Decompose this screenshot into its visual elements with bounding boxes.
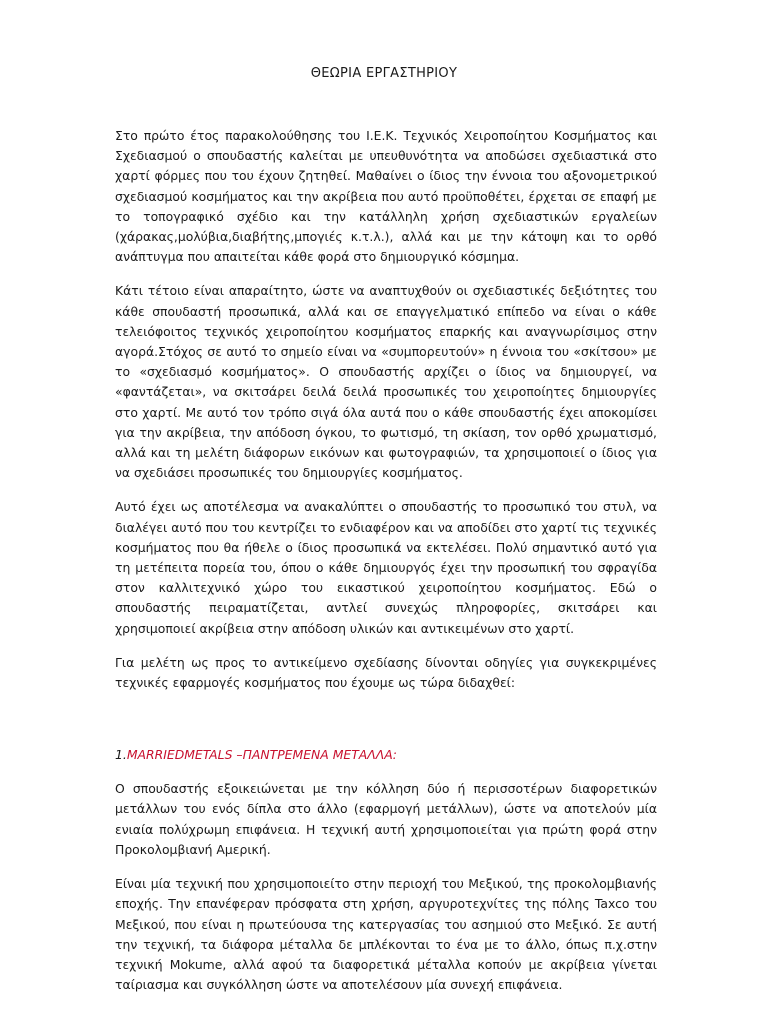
section-paragraph: Είναι μία τεχνική που χρησιμοποιείτο στην περιοχή του Μεξικού, της προκολομβιανής εποχής. Την επανέφεραν πρόσφατα στη χρήση, αργυροτεχνίτες της πόλης Taxco του Μεξικού, που είναι η πρωτεύουσα της κατεργασίας του ασημιού στο Μεξικό. Σε αυτή την τεχνική, τα διάφορα μέταλλα δε μπλέκονται το ένα με το άλλο, όπως π.χ.στην τεχνική Mokume, αλλά αφού τα διαφορετικά μέταλλα κοπούν με ακρίβεια γίνεται ταίριασμα και συγκόλληση ώστε να αποτελέσουν μία συνεχή επιφάνεια. — [115, 876, 657, 993]
section-heading — [115, 745, 657, 765]
section-number: 1. — [115, 747, 127, 763]
intro-paragraph: Για μελέτη ως προς το αντικείμενο σχεδίασης δίνονται οδηγίες για συγκεκριμένες τεχνικές εφαρμογές κοσμήματος που έχουμε ως τώρα διδαχθεί: — [115, 654, 657, 691]
intro-paragraph: Κάτι τέτοιο είναι απαραίτητο, ώστε να αναπτυχθούν οι σχεδιαστικές δεξιότητες του κάθε σπουδαστή προσωπικά, αλλά και σε επαγγελματικό επίπεδο να είναι ο κάθε τελειόφοιτος τεχνικός χειροποίητου κοσμήματος επαρκής και αναγνωρίσιμος στην αγορά.Στόχος σε αυτό το σημείο είναι να «συμπορευτούν» η έννοια του «σκίτσου» με το «σχεδιασμό κοσμήματος». Ο σπουδαστής αρχίζει ο ίδιος να δημιουργεί, να «φαντάζεται», να σκιτσάρει δειλά δειλά προσωπικές του χειροποίητες δημιουργίες στο χαρτί. Με αυτό τον τρόπο σιγά όλα αυτά που ο κάθε σπουδαστής έχει αποκομίσει για την ακρίβεια, την απόδοση όγκου, το φωτισμό, τη σκίαση, τον ορθό χρωματισμό, αλλά και τη μελέτη διάφορων εικόνων και φωτογραφιών, τα χρησιμοποιεί ο ίδιος για να σχεδιάσει προσωπικές του δημιουργίες κοσμήματος. — [115, 283, 657, 481]
intro-paragraph: Στο πρώτο έτος παρακολούθησης του Ι.Ε.Κ. Τεχνικός Χειροποίητου Κοσμήματος και Σχεδιασμού ο σπουδαστής καλείται με υπευθυνότητα να αποδώσει σχεδιαστικά στο χαρτί φόρμες που του έχουν ζητηθεί. Μαθαίνει ο ίδιος την έννοια του αξονομετρικού σχεδιασμού κοσμήματος και την ακρίβεια που αυτό προϋποθέτει, έρχεται σε επαφή με το τοπογραφικό σχέδιο και την κατάλληλη χρήση σχεδιαστικών εργαλείων (χάρακας,μολύβια,διαβήτης,μπογιές κ.τ.λ.), αλλά και με την κάτοψη και το ορθό ανάπτυγμα που απαιτείται κάθε φορά στο δημιουργικό κόσμημα. — [115, 128, 657, 265]
section-paragraph: Ο σπουδαστής εξοικειώνεται με την κόλληση δύο ή περισσοτέρων διαφορετικών μετάλλων του ενός δίπλα στο άλλο (εφαρμογή μετάλλων), ώστε να αποτελούν μία ενιαία πολύχρωμη επιφάνεια. Η τεχνική αυτή χρησιμοποιείται για πρώτη φορά στην Προκολομβιανή Αμερική. — [115, 781, 657, 857]
section-title: MARRIEDMETALS –ΠΑΝΤΡΕΜΕΝΑ ΜΕΤΑΛΛΑ: — [126, 747, 397, 763]
document-body — [115, 126, 657, 1009]
page-title: ΘΕΩΡΙΑ ΕΡΓΑΣΤΗΡΙΟΥ — [310, 66, 458, 81]
intro-paragraph: Αυτό έχει ως αποτέλεσμα να ανακαλύπτει ο σπουδαστής το προσωπικό του στυλ, να διαλέγει αυτό που του κεντρίζει το ενδιαφέρον και να αποδίδει στο χαρτί τις τεχνικές κοσμήματος που θα ήθελε ο ίδιος προσωπικά να εκτελέσει. Πολύ σημαντικό αυτό για τη μετέπειτα πορεία του, όπου ο κάθε δημιουργός έχει την προσωπική του σφραγίδα στον καλλιτεχνικό χώρο του εικαστικού χειροποίητου κοσμήματος. Εδώ ο σπουδαστής πειραματίζεται, αντλεί συνεχώς πληροφορίες, σκιτσάρει και χρησιμοποιεί ακρίβεια στην απόδοση υλικών και αντικειμένων στο χαρτί. — [115, 499, 657, 636]
